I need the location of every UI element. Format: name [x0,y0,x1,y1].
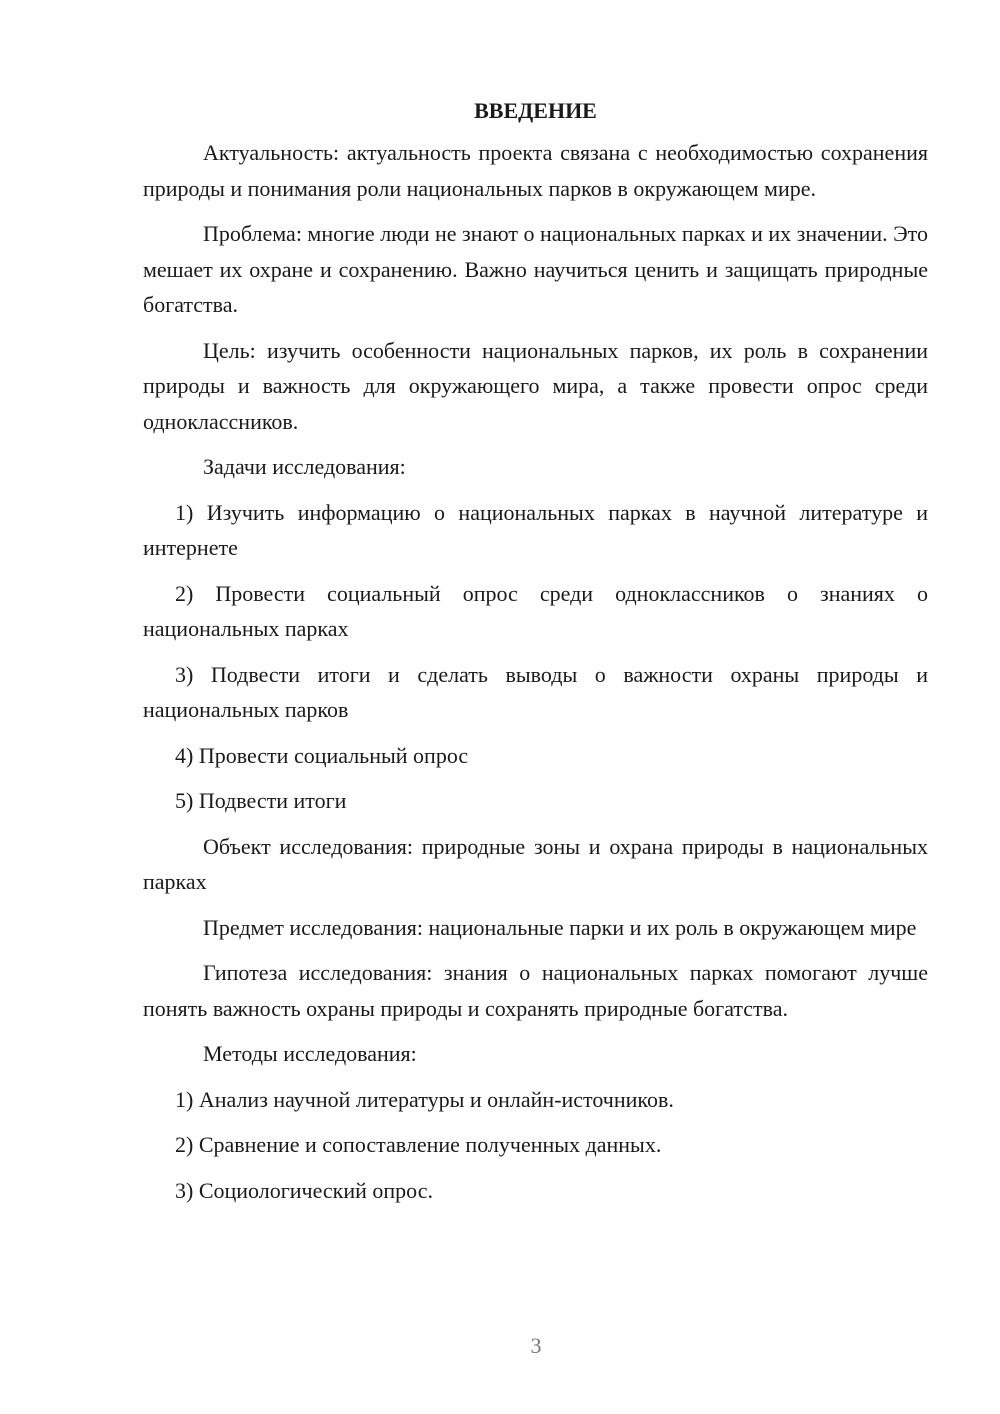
paragraph: Предмет исследования: национальные парки и их роль в окружающем мире [203,914,917,940]
list-item: 3) Социологический опрос. [175,1177,433,1203]
paragraph: Актуальность: актуальность проекта связана с необходимостью сохранения природы и понимания роли национальных парков в окружающем мире. [143,140,928,201]
page-content [143,96,928,1218]
section-title: ВВЕДЕНИЕ [474,98,597,123]
paragraph: Цель: изучить особенности национальных парков, их роль в сохранении природы и важность для окружающего мира, а также провести опрос среди одноклассников. [143,337,928,434]
paragraph: Объект исследования: природные зоны и охрана природы в национальных парках [143,833,928,894]
paragraph: Гипотеза исследования: знания о национальных парках помогают лучше понять важность охраны природы и сохранять природные богатства. [143,960,928,1021]
list-item: 4) Провести социальный опрос [175,742,469,768]
paragraph: Проблема: многие люди не знают о национальных парках и их значении. Это мешает их охране и сохранению. Важно научиться ценить и защищать природные богатства. [143,221,928,317]
page-number: 3 [530,1333,542,1358]
paragraph: Методы исследования: [203,1041,417,1066]
list-item: 2) Провести социальный опрос среди одноклассников о знаниях о национальных парках [143,580,928,641]
body-text [143,135,928,1208]
paragraph: Задачи исследования: [203,454,406,479]
list-item: 1) Изучить информацию о национальных парках в научной литературе и интернете [143,499,928,560]
list-item: 3) Подвести итоги и сделать выводы о важности охраны природы и национальных парков [143,661,928,722]
list-item: 1) Анализ научной литературы и онлайн-источников. [175,1086,674,1112]
list-item: 2) Сравнение и сопоставление полученных данных. [175,1132,662,1157]
list-item: 5) Подвести итоги [175,788,347,813]
